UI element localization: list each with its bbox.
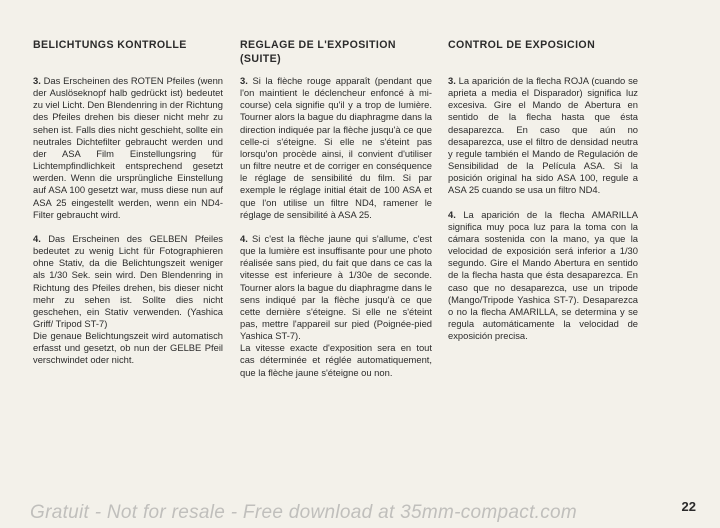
heading-spanish: CONTROL DE EXPOSICION [448,39,596,51]
heading-french: REGLAGE DE L'EXPOSITION (SUITE) [240,39,396,65]
paragraph-number: 4. [448,208,456,220]
column-french [240,38,432,391]
paragraph-text: Das Erscheinen des ROTEN Pfeiles (wenn der Auslöseknopf halb gedrückt ist) bedeutet zu viel Licht. Den Blendenring in der Richtung des Pfeiles drehen bis dieser nicht mehr zu sehen ist. Falls dies nicht geschieht, sollte ein neutrales Dichtefilter gebraucht werden und der ASA Film Einstellungsring für Lichtempfindlichkeit entsprechend gesetzt werden. Wenn die ursprüngliche Einstellung auf ASA 100 gesetzt war, muss diese nun auf ASA 25 eingestellt werden, wenn ein ND4-Filter gebraucht wird. [33,75,223,220]
paragraph-text: La aparición de la flecha ROJA (cuando se aprieta a media el Disparador) significa luz excesiva. Gire el Mando de Abertura en sentido de la flecha hasta que ésta desaparezca. En caso que aún no desaparezca, use el filtro de densidad neutra y regule también el Mando de Regulación de Sensibilidad de la Película ASA. Si la posición original ha sido ASA 100, regule a ASA 25 cuando se usa un filtro ND4. [448,75,638,196]
paragraph-text: Si c'est la flèche jaune qui s'allume, c'est que la lumière est insuffisante pour une photo réalisée sans pied, du fait que dans ce cas la vitesse est inferieure à 1/30e de seconde. Tourner alors la bague du diaphragme dans le sens indiqué par la flèche jusqu'à ce que cette dernière s'éteigne. Si elle ne s'éteint pas, mettre l'appareil sur pied (Poignée-pied Yashica ST-7). La vitesse exacte d'exposition sera en tout cas déterminée et réglée automatiquement, que la flèche jaune s'éteigne ou non. [240,232,432,378]
paragraph-number: 3. [240,75,248,86]
paragraph-number: 4. [33,232,41,244]
page-number: 22 [681,499,696,514]
paragraph-number: 3. [448,75,456,86]
paragraph-french-3 [240,75,432,221]
paragraph-spanish-4 [448,209,638,343]
heading-german: BELICHTUNGS KONTROLLE [33,39,187,51]
watermark: Gratuit - Not for resale - Free download at 35mm-compact.com [30,502,578,523]
column-german [33,38,223,379]
paragraph-text: Das Erscheinen des GELBEN Pfeiles bedeutet zu wenig Licht für Fotographieren ohne Stativ, da die Belichtungszeit weniger als 1/30 Sek. sein wird. Den Blendenring in Richtung des Pfeiles drehen, bis dieser nicht mehr zu sehen ist. Sollte dies nicht geschehen, ein Stativ verwenden. (Yashica Griff/ Tripod ST-7) Die genaue Belichtungszeit wird automatisch erfasst und gesetzt, ob nun der GELBE Pfeil verschwindet oder nicht. [33,232,223,366]
column-spanish [448,38,638,354]
paragraph-german-4 [33,233,223,367]
paragraph-french-4 [240,233,432,379]
paragraph-german-3 [33,75,223,221]
paragraph-spanish-3 [448,75,638,197]
paragraph-number: 4. [240,232,248,244]
paragraph-number: 3. [33,75,41,86]
paragraph-text: Si la flèche rouge apparaît (pendant que l'on maintient le déclencheur enfoncé à mi-course) cela signifie qu'il y a trop de lumière. Tourner alors la bague du diaphragme dans la direction indiquée par la flèche jusqu'à ce que celle-ci s'éteigne. Si elle ne s'éteint pas lorsqu'on procède ainsi, il convient d'utiliser un filtre neutre et de corriger en conséquence le réglage de sensibilité du film. Si par exemple le réglage initial était de 100 ASA et que l'on utilise un filtre ND4, ramener le réglage de sensibilité à ASA 25. [240,75,432,220]
paragraph-text: La aparición de la flecha AMARILLA significa muy poca luz para la toma con la cámara sostenida con la mano, ya que la velocidad de exposición será inferior a 1/30 segundo. Gire el Mando Abertura en sentido de la flecha hasta que ésta desaparezca. En caso que no desaparezca, use un tripode (Mango/Tripode Yashica ST-7). Desaparezca o no la flecha AMARILLA, se determina y se regula automáticamente la velocidad de exposición precisa. [448,208,638,342]
